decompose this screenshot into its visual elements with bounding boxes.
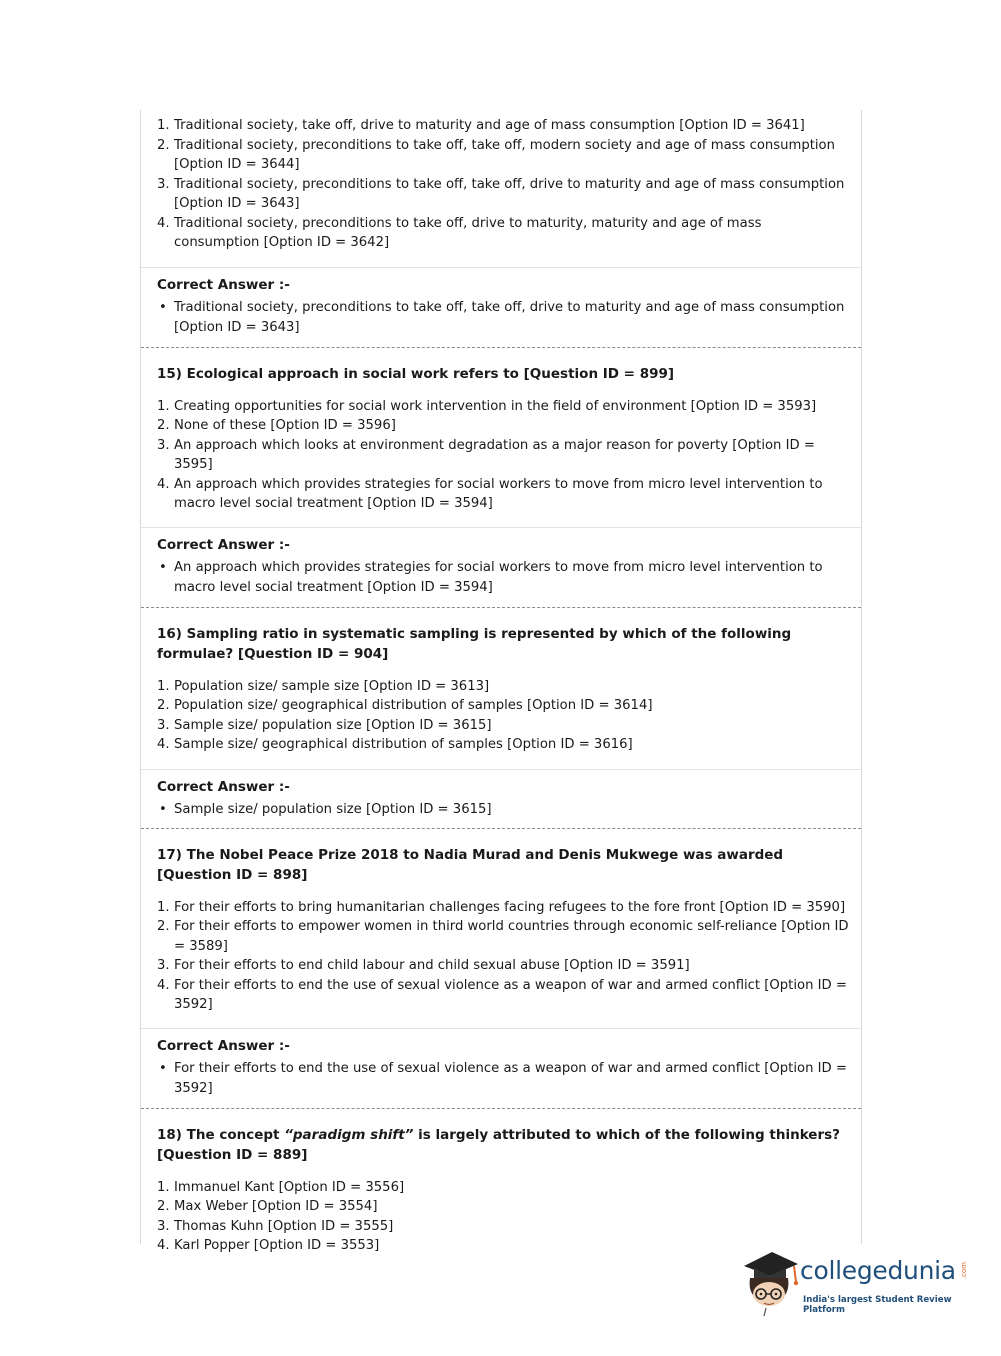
- question-title: 15) Ecological approach in social work refers to [Question ID = 899]: [157, 365, 675, 382]
- option-item: 1. Creating opportunities for social work intervention in the field of environment [Option ID = 3593]: [157, 398, 817, 414]
- correct-answer: • For their efforts to end the use of sexual violence as a weapon of war and armed conflict [Option ID = 3592]: [157, 1059, 861, 1099]
- option-item: 2. Population size/ geographical distribution of samples [Option ID = 3614]: [157, 698, 653, 713]
- option-list: [157, 397, 861, 514]
- correct-answer: • Sample size/ population size [Option ID = 3615]: [157, 800, 861, 820]
- question-14: [141, 110, 861, 338]
- correct-answer-label: Correct Answer :-: [157, 778, 290, 795]
- option-list: [157, 116, 861, 253]
- option-item: 3. Sample size/ population size [Option ID = 3615]: [157, 717, 492, 733]
- question-15: [141, 348, 861, 598]
- option-list: [157, 898, 861, 1015]
- option-item: 3. For their efforts to end child labour and child sexual abuse [Option ID = 3591]: [157, 958, 690, 973]
- option-item: 4. Sample size/ geographical distribution of samples [Option ID = 3616]: [157, 737, 633, 752]
- option-item: 4. Traditional society, preconditions to take off, drive to maturity, maturity and age of mass consumption [Option ID = 3642]: [157, 215, 762, 250]
- option-item: 4. For their efforts to end the use of sexual violence as a weapon of war and armed conflict [Option ID = 3592]: [157, 977, 847, 1012]
- option-item: 2. None of these [Option ID = 3596]: [157, 418, 396, 433]
- correct-answer-label: Correct Answer :-: [157, 276, 290, 293]
- question-title: 17) The Nobel Peace Prize 2018 to Nadia Murad and Denis Mukwege was awarded [Question ID = 898]: [157, 846, 784, 883]
- correct-answer: • Traditional society, preconditions to take off, take off, drive to maturity and age of mass consumption [Option ID = 3643]: [157, 298, 861, 338]
- question-title: 16) Sampling ratio in systematic sampling is represented by which of the following formulae? [Question ID = 904]: [157, 625, 792, 662]
- correct-answer: • An approach which provides strategies for social workers to move from micro level intervention to macro level social treatment [Option ID = 3594]: [157, 558, 861, 598]
- question-16: [141, 608, 861, 820]
- option-list: [157, 677, 861, 755]
- option-item: 3. Traditional society, preconditions to take off, take off, drive to maturity and age of mass consumption [Option ID = 3643]: [157, 176, 845, 211]
- option-item: 1. For their efforts to bring humanitarian challenges facing refugees to the fore front [Option ID = 3590]: [157, 899, 846, 915]
- correct-answer-list: [157, 1059, 861, 1099]
- correct-answer-label: Correct Answer :-: [157, 1037, 290, 1054]
- correct-answer-list: [157, 800, 861, 820]
- option-item: 3. An approach which looks at environment degradation as a major reason for poverty [Option ID = 3595]: [157, 437, 815, 472]
- logo-dotcom: .com: [960, 1262, 968, 1280]
- collegedunia-logo[interactable]: [742, 1248, 972, 1318]
- correct-answer-list: [157, 298, 861, 338]
- correct-answer-label: Correct Answer :-: [157, 536, 290, 553]
- option-list: [157, 1178, 861, 1256]
- option-item: 4. Karl Popper [Option ID = 3553]: [157, 1238, 380, 1253]
- question-title: 18) The concept “paradigm shift” is largely attributed to which of the following thinkers? [Question ID = 889]: [157, 1126, 840, 1163]
- option-item: 2. Traditional society, preconditions to take off, take off, modern society and age of mass consumption [Option ID = 3644]: [157, 137, 835, 172]
- question-paper: [140, 110, 862, 1253]
- correct-answer-list: [157, 558, 861, 598]
- option-item: 1. Immanuel Kant [Option ID = 3556]: [157, 1179, 405, 1195]
- question-17: [141, 829, 861, 1099]
- question-18: [141, 1109, 861, 1256]
- option-item: 1. Population size/ sample size [Option ID = 3613]: [157, 678, 490, 694]
- logo-wordmark: collegedunia: [800, 1256, 956, 1285]
- option-item: 2. Max Weber [Option ID = 3554]: [157, 1199, 378, 1214]
- concept-term: “paradigm shift”: [284, 1126, 414, 1143]
- option-item: 1. Traditional society, take off, drive to maturity and age of mass consumption [Option ID = 3641]: [157, 118, 805, 133]
- graduation-mascot-icon: [742, 1248, 800, 1318]
- logo-tagline: India's largest Student Review Platform: [803, 1295, 952, 1315]
- option-item: 4. An approach which provides strategies for social workers to move from micro level intervention to macro level social treatment [Option ID = 3594]: [157, 476, 823, 511]
- option-item: 2. For their efforts to empower women in third world countries through economic self-reliance [Option ID = 3589]: [157, 919, 849, 954]
- option-item: 3. Thomas Kuhn [Option ID = 3555]: [157, 1218, 394, 1234]
